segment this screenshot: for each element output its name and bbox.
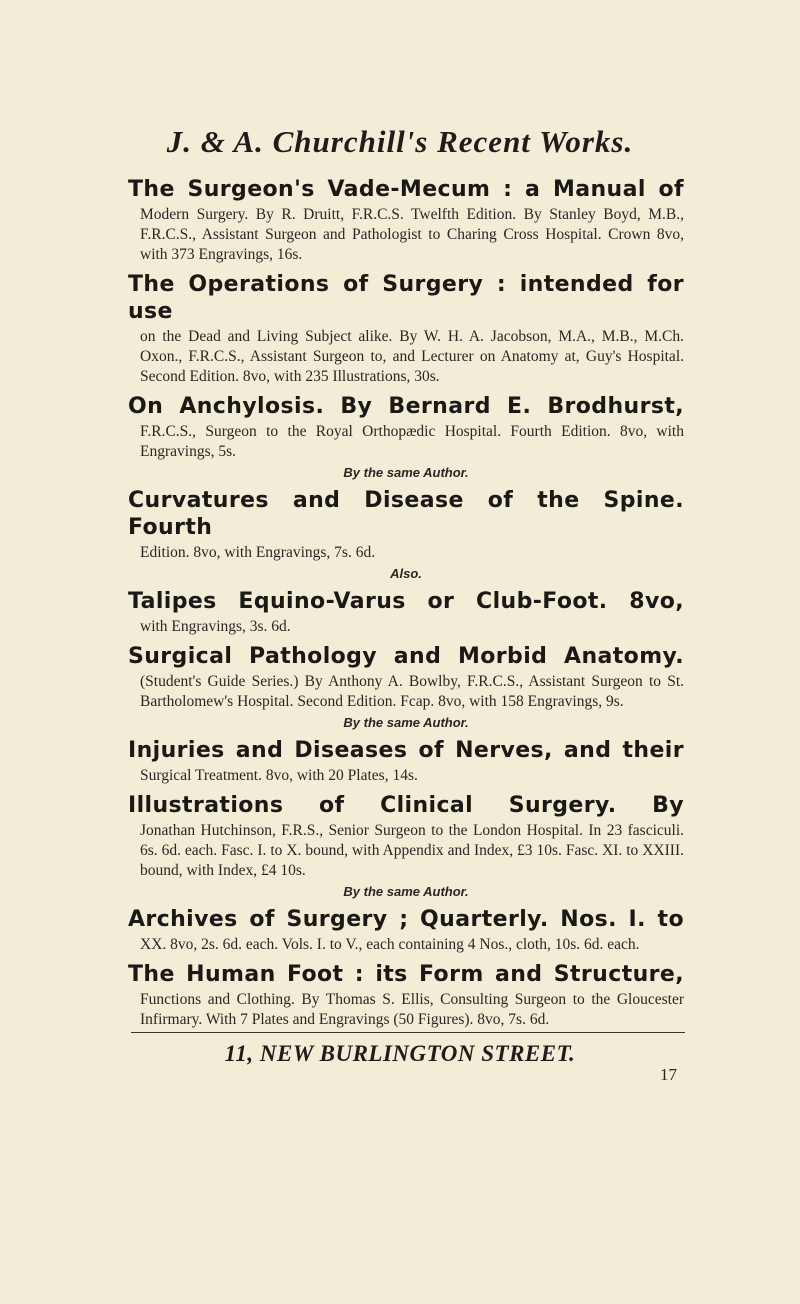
entry-description: on the Dead and Living Subject alike. By W. H. A. Jacobson, M.A., M.B., M.Ch. Oxon., F.R.C.S., Assistant Surgeon to, and Lecturer on Anatomy at, Guy's Hospital. Second Edition. 8vo, with 235 Illustrations, 30s. xyxy=(140,328,684,385)
entry-note: Also. xyxy=(390,566,422,581)
page-header: J. & A. Churchill's Recent Works. xyxy=(166,124,634,159)
entry-title: The Human Foot : its Form and Structure, xyxy=(128,962,684,987)
catalogue-listing xyxy=(128,176,684,1036)
catalogue-entry xyxy=(128,588,684,637)
catalogue-entry xyxy=(128,176,684,265)
entry-description: Functions and Clothing. By Thomas S. Ellis, Consulting Surgeon to the Gloucester Infirmary. With 7 Plates and Engravings (50 Figures). 8vo, 7s. 6d. xyxy=(140,991,684,1028)
entry-title: On Anchylosis. By Bernard E. Brodhurst, xyxy=(128,394,684,419)
entry-title: Curvatures and Disease of the Spine. Fourth xyxy=(128,488,684,540)
entry-title: Archives of Surgery ; Quarterly. Nos. I. to xyxy=(128,907,684,932)
footer-divider xyxy=(131,1032,685,1033)
catalogue-entry xyxy=(128,487,684,582)
entry-description: with Engravings, 3s. 6d. xyxy=(140,618,291,635)
entry-note: By the same Author. xyxy=(343,715,469,730)
entry-title: Illustrations of Clinical Surgery. By xyxy=(128,793,684,818)
entry-title: Injuries and Diseases of Nerves, and their xyxy=(128,738,684,763)
entry-description: F.R.C.S., Surgeon to the Royal Orthopædic Hospital. Fourth Edition. 8vo, with Engravings, 5s. xyxy=(140,423,684,460)
entry-note: By the same Author. xyxy=(343,884,469,899)
catalogue-entry xyxy=(128,961,684,1030)
catalogue-entry xyxy=(128,271,684,387)
entry-note: By the same Author. xyxy=(343,465,469,480)
catalogue-entry xyxy=(128,393,684,481)
catalogue-entry xyxy=(128,643,684,731)
publisher-address: 11, NEW BURLINGTON STREET. xyxy=(224,1041,576,1066)
entry-description: Jonathan Hutchinson, F.R.S., Senior Surgeon to the London Hospital. In 23 fasciculi. 6s. 6d. each. Fasc. I. to X. bound, with Appendix and Index, £3 10s. Fasc. XI. to XXIII. bound, with Index, £4 10s. xyxy=(140,822,684,879)
catalogue-entry xyxy=(128,792,684,900)
entry-title: Surgical Pathology and Morbid Anatomy. xyxy=(128,644,684,669)
catalogue-entry xyxy=(128,906,684,955)
entry-description: XX. 8vo, 2s. 6d. each. Vols. I. to V., each containing 4 Nos., cloth, 10s. 6d. each. xyxy=(140,936,640,953)
entry-title: The Surgeon's Vade-Mecum : a Manual of xyxy=(128,177,684,202)
entry-title: Talipes Equino-Varus or Club-Foot. 8vo, xyxy=(128,589,684,614)
page-number: 17 xyxy=(660,1065,677,1084)
entry-description: Edition. 8vo, with Engravings, 7s. 6d. xyxy=(140,544,376,561)
entry-title: The Operations of Surgery : intended for use xyxy=(128,272,684,324)
entry-description: Modern Surgery. By R. Druitt, F.R.C.S. Twelfth Edition. By Stanley Boyd, M.B., F.R.C.S., Assistant Surgeon and Pathologist to Charing Cross Hospital. Crown 8vo, with 373 Engravings, 16s. xyxy=(140,206,684,263)
catalogue-entry xyxy=(128,737,684,786)
entry-description: (Student's Guide Series.) By Anthony A. Bowlby, F.R.C.S., Assistant Surgeon to St. Bartholomew's Hospital. Second Edition. Fcap. 8vo, with 158 Engravings, 9s. xyxy=(140,673,684,710)
entry-description: Surgical Treatment. 8vo, with 20 Plates, 14s. xyxy=(140,767,418,784)
